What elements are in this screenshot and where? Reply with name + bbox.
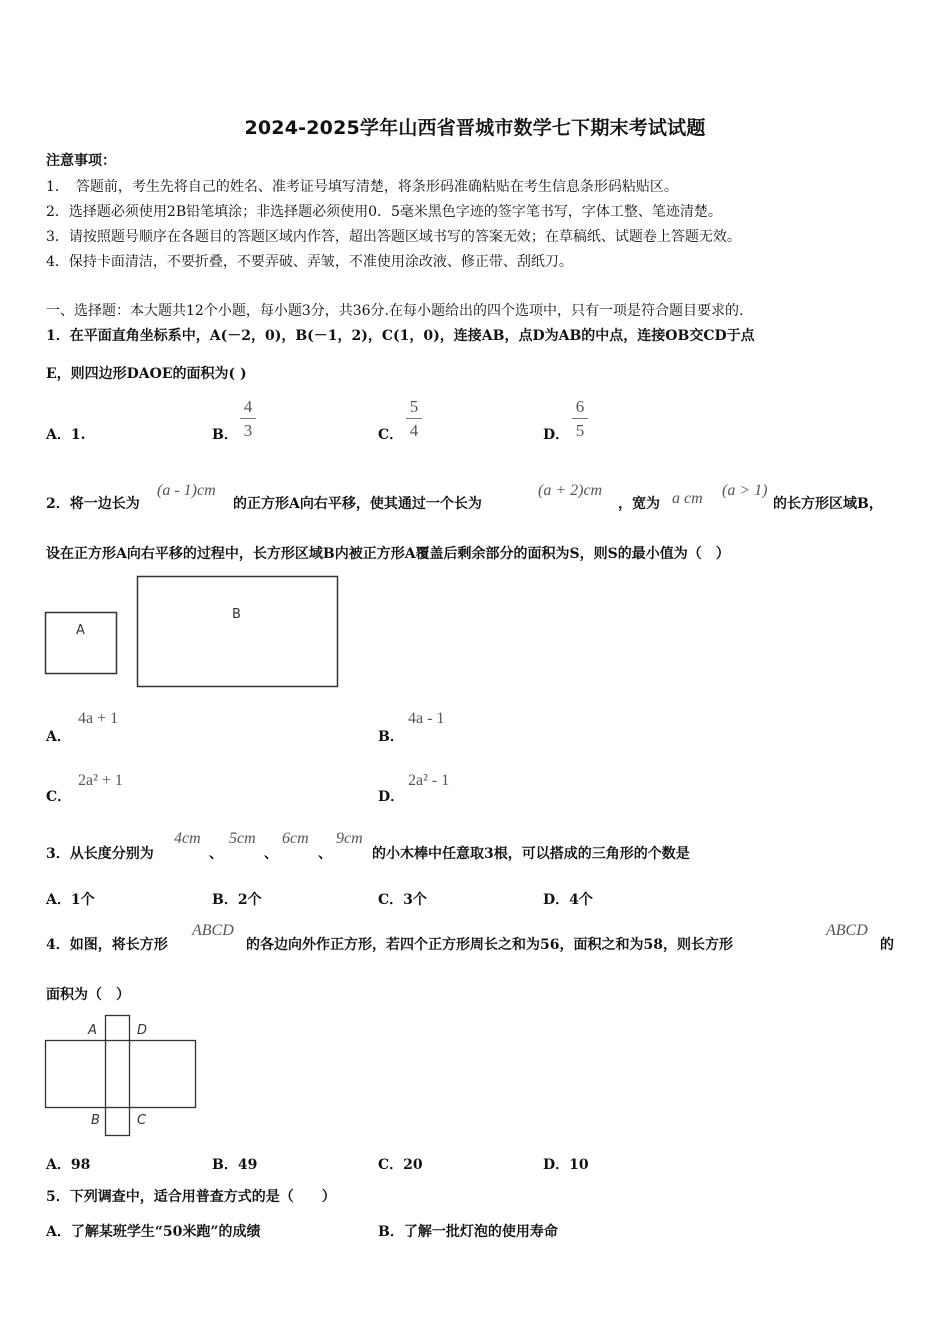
q5-option-a: A．了解某班学生“50米跑”的成绩 (46, 1224, 261, 1240)
q2-option-b-label: B． (378, 729, 404, 745)
q1-option-a: A．1. (46, 427, 86, 443)
notice-item-2: 2．选择题必须使用2B铅笔填涂；非选择题必须使用0．5毫米黑色字迹的签字笔书写，字体工整、笔迹清楚。 (46, 204, 722, 220)
q2-expr-side: (a - 1)cm (157, 482, 216, 499)
q1-stem-line1: 1．在平面直角坐标系中，A(－2，0)，B(－1，2)，C(1，0)，连接AB，点D为AB的中点，连接OB交CD于点 (46, 328, 755, 344)
q1-option-d-label: D． (543, 427, 570, 443)
q4-stem-part1: 4．如图，将长方形 (46, 937, 168, 953)
q3-option-a: A．1个 (46, 892, 95, 908)
q2-option-c-label: C． (46, 789, 72, 805)
q3-stem-part1: 3．从长度分别为 (46, 846, 154, 862)
q1-option-c-numerator: 5 (409, 397, 419, 416)
q4-stem-part2: 的各边向外作正方形，若四个正方形周长之和为56，面积之和为58，则长方形 (246, 937, 733, 953)
q1-option-d-fraction (572, 397, 588, 441)
vertex-a-label: A (88, 1023, 97, 1038)
q2-option-a-label: A． (46, 729, 71, 745)
q3-sep-2: 、 (264, 846, 278, 862)
q1-option-c-label: C． (378, 427, 404, 443)
q2-option-d-label: D． (378, 789, 405, 805)
q2-expr-condition: (a > 1) (722, 482, 768, 499)
q2-stem-line2: 设在正方形A向右平移的过程中，长方形区域B内被正方形A覆盖后剩余部分的面积为S，则S的最小值为（ ） (46, 546, 730, 562)
section-heading: 一、选择题：本大题共12个小题，每小题3分，共36分.在每小题给出的四个选项中，只有一项是符合题目要求的. (46, 303, 744, 319)
q3-length-3: 6cm (282, 830, 309, 847)
q3-stem-part2: 的小木棒中任意取3根，可以搭成的三角形的个数是 (372, 846, 690, 862)
q3-sep-3: 、 (318, 846, 332, 862)
q1-option-d-denominator: 5 (575, 421, 585, 440)
notice-item-1: 1． 答题前，考生先将自己的姓名、准考证号填写清楚，将条形码准确粘贴在考生信息条形码粘贴区。 (46, 179, 678, 195)
square-a-label: A (76, 623, 85, 638)
q5-option-b: B．了解一批灯泡的使用寿命 (378, 1224, 558, 1240)
q2-stem-part2: 的正方形A向右平移，使其通过一个长为 (233, 496, 482, 512)
q4-expr-abcd-2: ABCD (826, 922, 868, 939)
q4-stem-part3: 的 (880, 937, 894, 953)
q3-length-2: 5cm (229, 830, 256, 847)
q1-stem-line2: E，则四边形DAOE的面积为( ) (46, 366, 247, 382)
q1-option-c-denominator: 4 (409, 421, 419, 440)
q2-option-d-expr: 2a² - 1 (408, 772, 450, 789)
q3-length-4: 9cm (336, 830, 363, 847)
q4-option-d: D．10 (543, 1157, 589, 1173)
vertex-c-label: C (137, 1113, 147, 1128)
q3-option-d: D．4个 (543, 892, 593, 908)
vertex-d-label: D (137, 1023, 148, 1038)
q2-option-b-expr: 4a - 1 (408, 710, 445, 727)
q1-option-b-numerator: 4 (243, 397, 253, 416)
horizontal-strip (46, 1041, 196, 1108)
q3-option-b: B．2个 (212, 892, 262, 908)
q3-option-c: C．3个 (378, 892, 427, 908)
q1-option-c-fraction (406, 397, 422, 441)
notice-item-3: 3．请按照题号顺序在各题目的答题区域内作答，超出答题区域书写的答案无效；在草稿纸、试题卷上答题无效。 (46, 229, 741, 245)
q5-stem: 5．下列调查中，适合用普查方式的是（ ） (46, 1189, 336, 1205)
q2-option-c-expr: 2a² + 1 (78, 772, 123, 789)
q1-option-b-fraction (240, 397, 256, 441)
q1-option-b-label: B． (212, 427, 238, 443)
q2-option-a-expr: 4a + 1 (78, 710, 119, 727)
rectangle-b-label: B (232, 607, 241, 622)
vertical-strip (106, 1016, 130, 1136)
notice-heading: 注意事项： (46, 153, 116, 169)
q2-expr-width: a cm (672, 490, 703, 507)
q1-option-b-denominator: 3 (243, 421, 253, 440)
q4-figure (44, 1012, 200, 1140)
q4-option-b: B．49 (212, 1157, 258, 1173)
page-title: 2024-2025学年山西省晋城市数学七下期末考试试题 (244, 117, 706, 139)
q2-stem-part3: ，宽为 (618, 496, 660, 512)
q4-stem-line2: 面积为（ ） (46, 987, 130, 1003)
q4-option-c: C．20 (378, 1157, 423, 1173)
q2-expr-length: (a + 2)cm (538, 482, 603, 499)
square-a (46, 613, 117, 674)
notice-item-4: 4．保持卡面清洁，不要折叠，不要弄破、弄皱，不准使用涂改液、修正带、刮纸刀。 (46, 254, 573, 270)
q4-expr-abcd-1: ABCD (192, 922, 234, 939)
q2-stem-part1: 2．将一边长为 (46, 496, 140, 512)
rectangle-b (138, 577, 338, 687)
q1-option-d-numerator: 6 (575, 397, 585, 416)
q3-sep-1: 、 (209, 846, 223, 862)
vertex-b-label: B (91, 1113, 100, 1128)
q3-length-1: 4cm (174, 830, 201, 847)
q4-option-a: A．98 (46, 1157, 91, 1173)
q2-figure (44, 574, 344, 692)
q2-stem-part4: 的长方形区域B， (773, 496, 883, 512)
